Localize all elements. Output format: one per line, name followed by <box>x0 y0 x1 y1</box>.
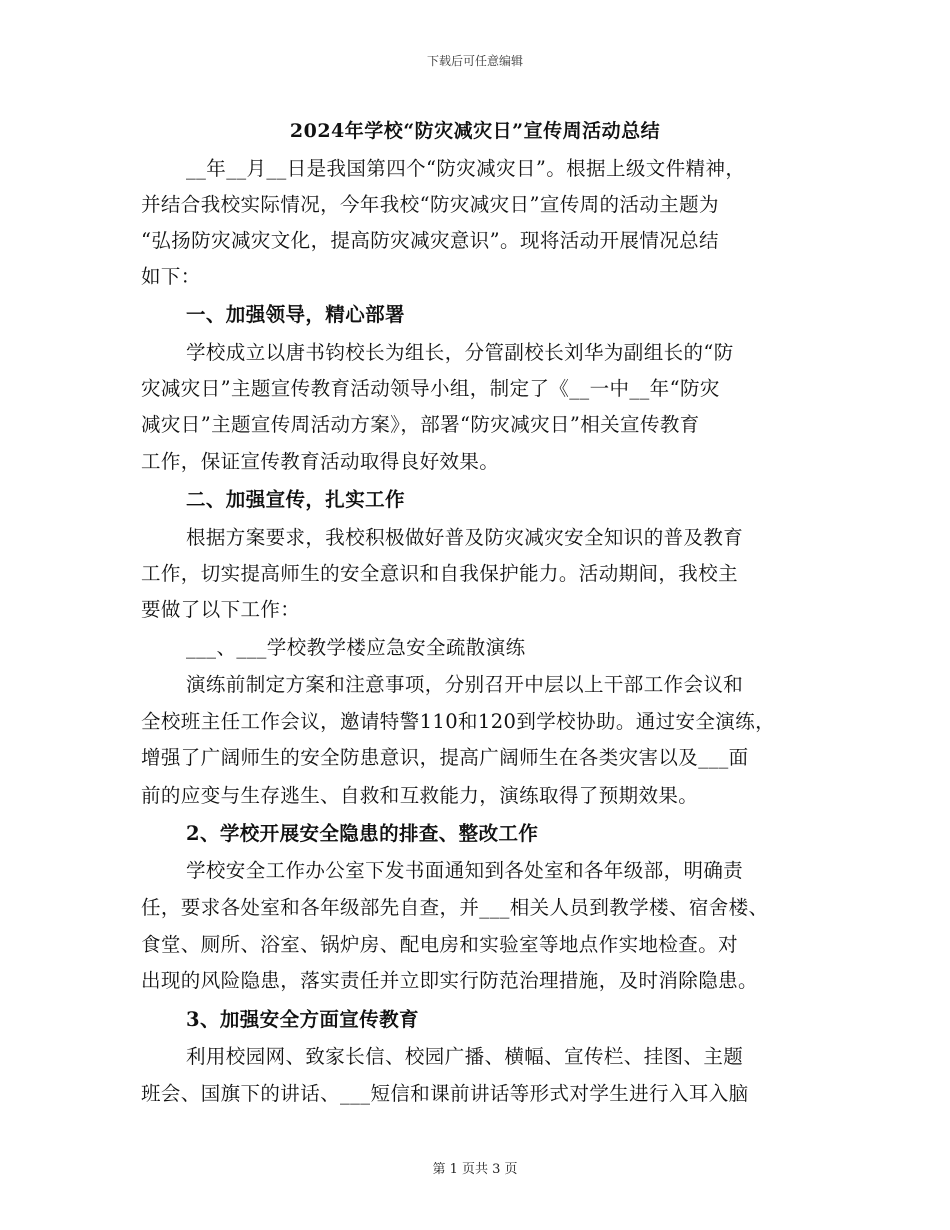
body-line: 学校成立以唐书钧校长为组长，分管副校长刘华为副组长的“防 <box>186 341 734 364</box>
body-line: 利用校园网、致家长信、校园广播、横幅、宣传栏、挂图、主题 <box>186 1045 744 1068</box>
body-line: 增强了广阔师生的安全防患意识，提高广阔师生在各类灾害以及___面 <box>141 746 749 769</box>
body-line: 工作，切实提高师生的安全意识和自我保护能力。活动期间，我校主 <box>141 562 739 585</box>
body-line: 食堂、厕所、浴室、锅炉房、配电房和实验室等地点作实地检查。对 <box>141 933 739 956</box>
body-line: 灾减灾日”主题宣传教育活动领导小组，制定了《__一中__年“防灾 <box>141 377 720 400</box>
body-line: 任，要求各处室和各年级部先自查，并___相关人员到教学楼、宿舍楼、 <box>141 896 769 919</box>
subsection-line: ___、___学校教学楼应急安全疏散演练 <box>186 636 526 659</box>
page-footer: 第 1 页共 3 页 <box>432 1162 518 1177</box>
body-line: 要做了以下工作： <box>141 598 301 621</box>
body-line: 演练前制定方案和注意事项，分别召开中层以上干部工作会议和 <box>186 673 744 696</box>
body-line: 根据方案要求，我校积极做好普及防灾减灾安全知识的普及教育 <box>186 526 744 549</box>
body-line: 如下： <box>141 265 201 288</box>
body-line: 并结合我校实际情况，今年我校“防灾减灾日”宣传周的活动主题为 <box>141 193 719 216</box>
section-heading: 二、加强宣传，扎实工作 <box>186 488 405 511</box>
section-heading: 一、加强领导，精心部署 <box>186 303 405 326</box>
body-line: 出现的风险隐患，落实责任并立即实行防范治理措施，及时消除隐患。 <box>141 969 758 992</box>
section-heading: 2、学校开展安全隐患的排查、整改工作 <box>186 822 539 845</box>
body-line: 减灾日”主题宣传周活动方案》，部署“防灾减灾日”相关宣传教育 <box>141 413 700 436</box>
body-line: __年__月__日是我国第四个“防灾减灾日”。根据上级文件精神， <box>186 157 746 180</box>
body-line: 学校安全工作办公室下发书面通知到各处室和各年级部，明确责 <box>186 859 744 882</box>
body-line: 工作，保证宣传教育活动取得良好效果。 <box>141 450 500 473</box>
body-line: 全校班主任工作会议，邀请特警110和120到学校协助。通过安全演练， <box>141 710 776 733</box>
body-line: “弘扬防灾减灾文化，提高防灾减灾意识”。现将活动开展情况总结 <box>141 229 719 252</box>
body-line: 前的应变与生存逃生、自救和互救能力，演练取得了预期效果。 <box>141 784 699 807</box>
section-heading: 3、加强安全方面宣传教育 <box>186 1008 419 1031</box>
body-line: 班会、国旗下的讲话、___短信和课前讲话等形式对学生进行入耳入脑 <box>141 1082 749 1105</box>
header-note: 下载后可任意编辑 <box>426 54 523 68</box>
document-title: 2024年学校“防灾减灾日”宣传周活动总结 <box>289 120 661 142</box>
